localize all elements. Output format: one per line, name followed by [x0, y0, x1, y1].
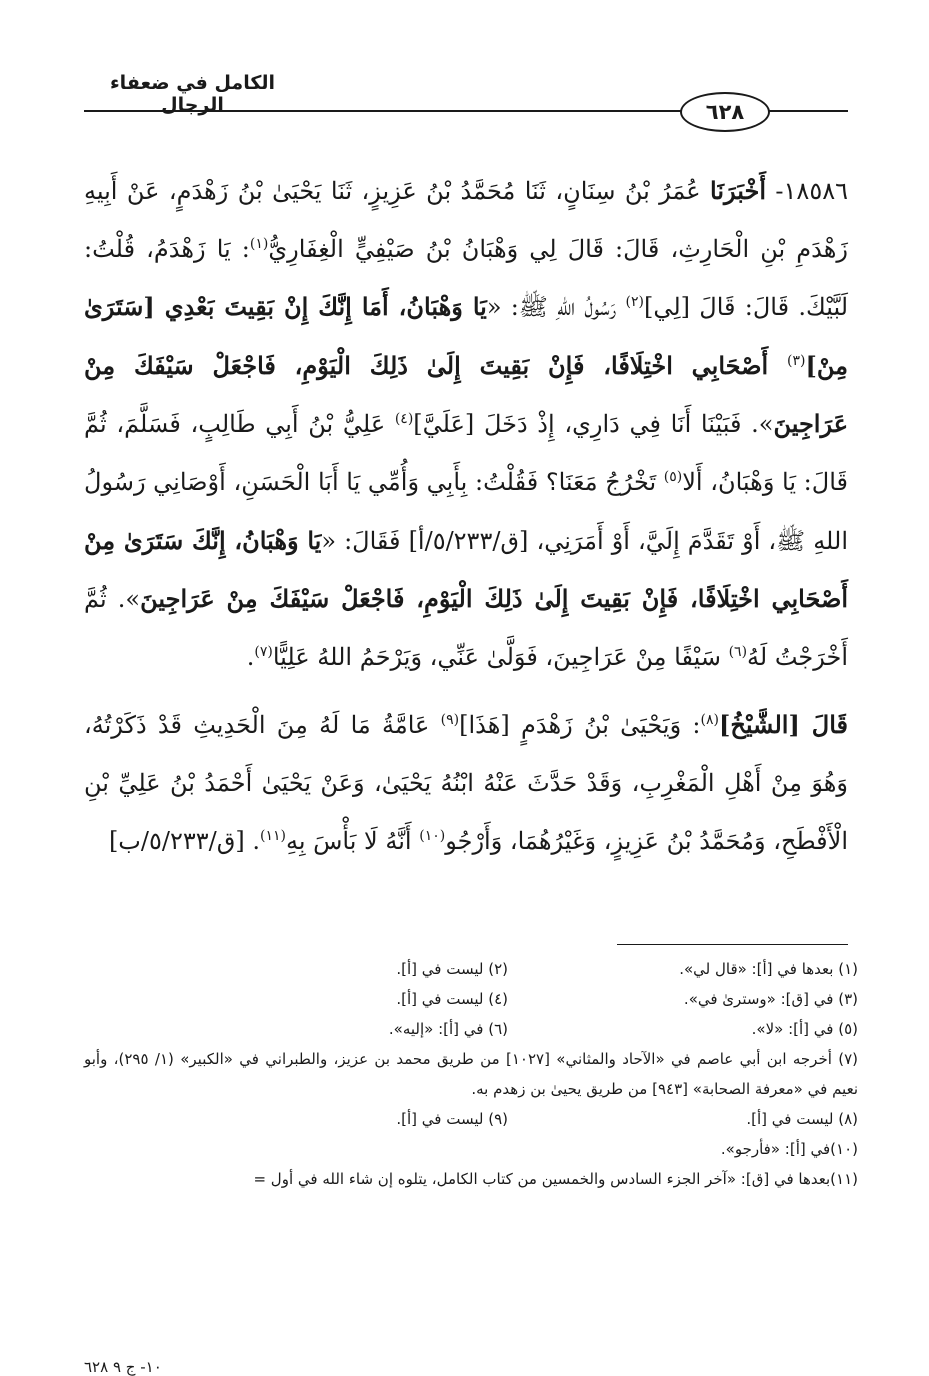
text-run: : وَيَحْيَىٰ بْنُ زَهْدَمٍ [هَذَا]: [459, 711, 701, 740]
text-run: عَامَّةُ مَا لَهُ مِنَ الْحَدِيثِ قَدْ ذَكَرْتُهُ، وَهُوَ مِنْ أَهْلِ الْمَغْرِبِ، وَقَدْ حَدَّثَ عَنْهُ ابْنُهُ يَحْيَىٰ، وَعَنْ يَحْيَىٰ أَحْمَدُ بْنُ عَلِيِّ بْنِ الْأَفْطَحِ، وَمُحَمَّدُ بْنُ عَزِيزٍ، وَغَيْرُهُمَا، وَأَرْجُو: [84, 711, 848, 855]
footnote-ref: (١): [249, 235, 269, 252]
footnote-row: [84, 1014, 858, 1044]
sheikh-comment-paragraph: [84, 696, 848, 870]
footnote-separator: [617, 944, 848, 945]
text-run: عَلِيُّ بْنُ أَبِي طَالِبٍ، فَسَلَّمَ، ثُمَّ قَالَ: يَا وَهْبَانُ، أَلا: [84, 410, 848, 496]
text-run: ». ثُمَّ أَخْرَجْتُ لَهُ: [84, 585, 848, 671]
text-run: أَنَّهُ لَا بَأْسَ بِهِ: [285, 826, 420, 855]
footnote-row: [84, 984, 858, 1014]
footnote-ref: (٦): [728, 643, 748, 660]
bold-text: يَا وَهْبَانُ، إِنَّكَ سَتَرَىٰ مِنْ أَصْحَابِي اخْتِلَافًا، فَإِنْ بَقِيتَ إِلَىٰ ذَلِكَ الْيَوْمِ، فَاجْعَلْ سَيْفَكَ مِنْ عَرَاجِينَ: [84, 525, 848, 614]
footnote-3: (٣) في [ق]: «وسترىٰ في».: [683, 990, 858, 1008]
printer-signature: ١٠- ج ٩ ٦٢٨: [84, 1358, 162, 1376]
text-run: ١٨٥٨٦-: [766, 177, 848, 205]
footnote-2: (٢) ليست في [أ].: [396, 960, 508, 978]
footnote-ref: (٤): [394, 411, 414, 428]
text-run: عُمَرُ بْنُ سِنَانٍ، ثَنَا مُحَمَّدُ بْنُ عَزِيزٍ، ثَنَا يَحْيَىٰ بْنُ زَهْدَمٍ، عَنْ أَبِيهِ زَهْدَمِ بْنِ الْحَارِثِ، قَالَ: قَالَ لِي وَهْبَانُ بْنُ صَيْفِيٍّ الْغِفَارِيُّ: [84, 177, 849, 263]
footnote-ref: (٣): [787, 352, 806, 369]
footnote-ref: (٩): [440, 712, 460, 729]
footnote-4: (٤) ليست في [أ].: [396, 990, 508, 1008]
footnote-ref: (١٠): [419, 827, 446, 844]
footnote-6: (٦) في [أ]: «إليه».: [388, 1020, 508, 1038]
footnote-ref: (٥): [663, 468, 683, 485]
footnote-row: [84, 1104, 858, 1134]
text-run: ». فَبَيْنَا أَنَا فِي دَارِي، إِذْ دَخَلَ [عَلَيَّ]: [413, 410, 774, 439]
footnote-7: (٧) أخرجه ابن أبي عاصم في «الآحاد والمثاني» [١٠٢٧] من طريق محمد بن عزيز، والطبراني في «الكبير» (١/ ٢٩٥)، وأبو نعيم في «معرفة الصحابة» [٩٤٣] من طريق يحيىٰ بن زهدم به.: [84, 1050, 859, 1098]
text-run: .: [246, 642, 255, 671]
footnote-11: (١١)بعدها في [ق]: «آخر الجزء السادس والخمسين من كتاب الكامل، يتلوه إن شاء الله في أول =: [253, 1170, 858, 1188]
footnotes: [84, 954, 858, 1194]
book-title: الكامل في ضعفاء الرجال: [109, 72, 276, 116]
footnote-8: (٨) ليست في [أ].: [746, 1110, 858, 1128]
footnote-ref: (٢): [625, 294, 644, 311]
footnote-9: (٩) ليست في [أ].: [396, 1110, 508, 1128]
footnote-1: (١) بعدها في [أ]: «قال لي».: [679, 960, 858, 978]
bold-text: أَخْبَرَنَا: [710, 176, 767, 205]
footnote-5: (٥) في [أ]: «لا».: [751, 1020, 858, 1038]
text-run: رَسُولُ اللهِ ﷺ: «: [486, 293, 626, 322]
page-number: ٦٢٨: [680, 92, 770, 132]
footnote-row: [84, 954, 858, 984]
footnote-ref: (٨): [700, 712, 719, 729]
hadith-paragraph: [84, 162, 848, 686]
text-run: . [ق/٥/٢٣٣/ب]: [108, 826, 260, 855]
bold-text: قَالَ [الشَّيْخُ]: [718, 710, 849, 740]
text-run: : يَا زَهْدَمُ، قُلْتُ: لَبَّيْكَ. قَالَ: قَالَ [لِي]: [84, 234, 849, 322]
bold-text: يَا وَهْبَانُ، أَمَا إِنَّكَ إِنْ بَقِيتَ بَعْدِي [سَتَرَىٰ مِنْ]: [84, 292, 848, 380]
footnote-10: (١٠)في [أ]: «فأرجو».: [720, 1140, 858, 1158]
text-run: سَيْفًا مِنْ عَرَاجِينَ، فَوَلَّىٰ عَنِّي، وَيَرْحَمُ اللهُ عَلِيًّا: [272, 642, 729, 671]
text-run: تَخْرُجُ مَعَنَا؟ فَقُلْتُ: بِأَبِي وَأُمِّي يَا أَبَا الْحَسَنِ، أَوْصَانِي رَسُولُ اللهِ ﷺ، أَوْ تَقَدَّمَ إِلَيَّ، أَوْ أَمَرَنِي، [ق/٥/٢٣٣/أ] فَقَالَ: «: [84, 467, 848, 555]
main-text: [84, 162, 848, 870]
bold-text: أَصْحَابِي اخْتِلَافًا، فَإِنْ بَقِيتَ إِلَىٰ ذَلِكَ الْيَوْمِ، فَاجْعَلْ سَيْفَكَ مِنْ عَرَاجِينَ: [84, 350, 849, 439]
footnote-ref: (٧): [254, 643, 273, 660]
footnote-ref: (١١): [259, 827, 286, 844]
